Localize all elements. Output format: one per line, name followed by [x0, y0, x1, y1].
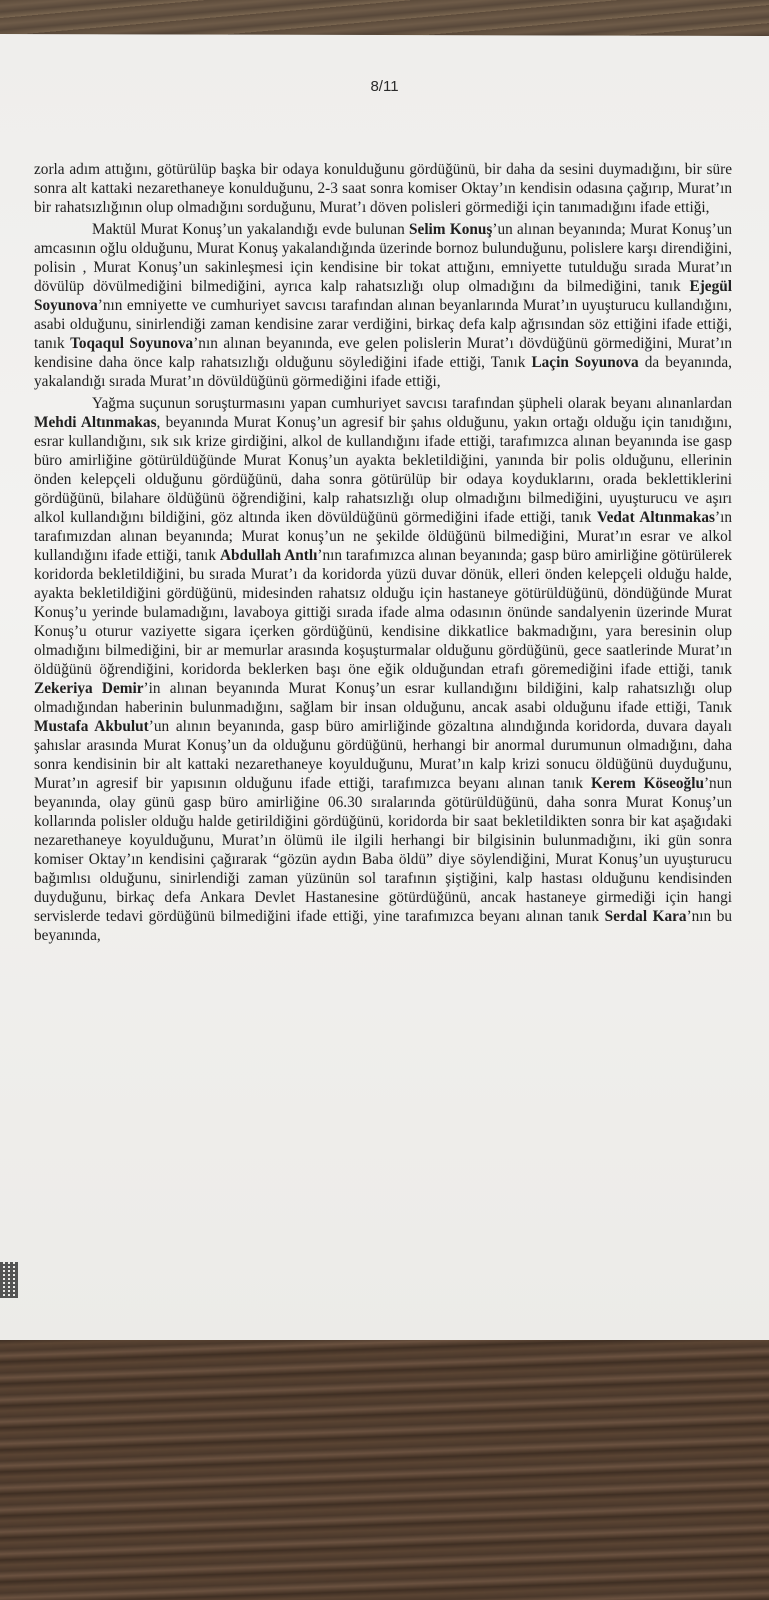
- paragraph: [34, 160, 732, 217]
- qr-code: [0, 1262, 18, 1298]
- paragraph-text: Yağma suçunun soruşturmasını yapan cumhuriyet savcısı tarafından şüpheli olarak beyanı alınanlardan: [92, 395, 732, 412]
- witness-name: Selim Konuş: [409, 221, 493, 238]
- witness-name: Toqaqul Soyunova: [70, 335, 194, 352]
- wooden-table-bottom: [0, 1340, 769, 1600]
- paragraph-text: ’ın tarafımızdan alınan beyanında; Murat konuş’un ne şekilde öldüğünü bilmediğini, Murat’ın esrar ve alkol kullandığını ifade ettiği, tanık: [34, 509, 732, 564]
- witness-name: Mehdi Altınmakas: [34, 414, 157, 431]
- paragraph-text: da beyanında, yakalandığı sırada Murat’ın dövüldüğünü görmediğini ifade ettiği,: [34, 354, 732, 390]
- paragraph-text: ’nın tarafımızca alınan beyanında; gasp büro amirliğine götürülerek koridorda bekletildiğini, bu sırada Murat’ı da koridorda yüzü duvar dönük, elleri önden kelepçeli olduğu halde, ayakta bekletildiğini gördüğünü, midesinden rahatsız olduğu için hastaneye götürüldüğünü, döndüğünde Murat Konuş’u yerinde bulamadığını, lavaboya gittiği sırada ifade alma odasının önünde sandalyenin üzerinde Murat Konuş’u oturur vaziyette sigara içerken gördüğünü, kendisine dikkatlice bakmadığını, yara beresinin olup olmadığını bilmediğini, bir ar memurlar arasında koşuşturmalar olduğunu gördüğünü, gece saatlerinde Murat’ın öldüğünü öğrendiğini, koridorda beklerken başı öne eğik olduğundan etrafı göremediğini ifade ettiği, tanık: [34, 547, 733, 678]
- paragraph: [34, 220, 732, 391]
- paragraph: [34, 394, 732, 945]
- witness-name: Vedat Altınmakas: [596, 509, 715, 526]
- witness-name: Mustafa Akbulut: [34, 718, 149, 735]
- paragraph-text: ’nın emniyette ve cumhuriyet savcısı tarafından alınan beyanlarında Murat’ın uyuşturucu kullandığını, asabi olduğunu, sinirlendiği zaman kendisine zarar verdiğini, birkaç defa kalp ağrısından söz ettiğini ifade ettiği, tanık: [34, 297, 732, 352]
- paragraph-text: ’nın alınan beyanında, eve gelen polislerin Murat’ı dövdüğünü görmediğini, Murat’ın kendisine daha önce kalp rahatsızlığı olduğunu söylediğini ifade ettiği, Tanık: [34, 335, 732, 371]
- paragraph-text: ’in alınan beyanında Murat Konuş’un esrar kullandığını bildiğini, kalp rahatsızlığı olup olmadığından haberinin bulunmadığını, sağlam bir insan olduğunu, ancak asabi olduğunu ifade ettiği, Tanık: [34, 680, 732, 716]
- paragraph-text: ’un alının beyanında, gasp büro amirliğinde gözaltına alındığında koridorda, duvara dayalı şahıslar arasında Murat Konuş’un da olduğunu gördüğünü, herhangi bir anormal durumunun olmadığını, daha sonra kendisinin bir alt kattaki nezarethaneye koyulduğunu, Murat’ın kalp krizi sonucu öldüğünü duyduğunu, Murat’ın agresif bir yapısının olduğunu ifade ettiği, tarafımızca beyanı alınan tanık: [34, 718, 732, 792]
- paragraph-text: ’nun beyanında, olay günü gasp büro amirliğine 06.30 sıralarında götürüldüğünü, daha sonra Murat Konuş’un kollarında polisler olduğu halde getirildiğini gördüğünü, koridorda bir saat bekletildikten sonra bir kat aşağıdaki nezarethaneye koyulduğunu, Murat’ın ölümü ile ilgili herhangi bir bilgisinin bulunmadığını, iki gün sonra komiser Oktay’ın kendisini çağırarak “gözün aydın Baba öldü” diye söylendiğini, Murat Konuş’un uyuşturucu bağımlısı olduğunu, sinirlendiği zaman yüzünün sol tarafının şiştiğini, kalp hastası olduğunu kendisinden duyduğunu, birkaç defa Ankara Devlet Hastanesine götürdüğünü, ancak hastaneye girmediği için hangi servislerde tedavi gördüğünü bilmediğini ifade ettiği, yine tarafımızca beyanı alınan tanık: [34, 775, 732, 925]
- document-body: [34, 160, 732, 948]
- witness-name: Ejegül Soyunova: [34, 278, 732, 314]
- paragraph-text: zorla adım attığını, götürülüp başka bir odaya konulduğunu gördüğünü, bir daha da sesini duymadığını, bir süre sonra alt kattaki nezarethaneye konulduğunu, 2-3 saat sonra komiser Oktay’ın kendisin odasına çağırıp, Murat’ın bir rahatsızlığının olup olmadığını sorduğunu, Murat’ı döven polisleri görmediği için tanımadığını ifade ettiği,: [34, 161, 732, 216]
- paragraph-text: Maktül Murat Konuş’un yakalandığı evde bulunan: [92, 221, 410, 238]
- paragraph-text: ’nın bu beyanında,: [34, 908, 732, 944]
- witness-name: Abdullah Antlı: [219, 547, 318, 564]
- witness-name: Kerem Köseoğlu: [590, 775, 704, 792]
- paragraph-text: , beyanında Murat Konuş’un agresif bir şahıs olduğunu, yakın ortağı olduğu için tanıdığını, esrar kullandığını, sık sık krize girdiğini, alkol de kullandığını ifade ettiği, tarafımızca alınan beyanında ise gasp büro amirliğine götürüldüğünde Murat Konuş’un ayakta bekletildiğini, yanında bir polis olduğunu, ellerinin önden kelepçeli olduğunu gördüğünü, daha sonra götürülüp bir odaya koyduklarını, orada beklettiklerini gördüğünü, bilahare öldüğünü öğrendiğini, kalp rahatsızlığı olup olmadığını bilmediğini, uyuşturucu ve aşırı alkol kullandığını bildiğini, göz altında iken dövüldüğünü görmediğini ifade ettiği, tanık: [34, 414, 732, 526]
- witness-name: Zekeriya Demir: [34, 680, 144, 697]
- witness-name: Laçin Soyunova: [531, 354, 639, 371]
- witness-name: Serdal Kara: [604, 908, 687, 925]
- page-number: 8/11: [370, 78, 399, 95]
- paragraph-text: ’un alınan beyanında; Murat Konuş’un amcasının oğlu olduğunu, Murat Konuş yakalandığında üzerinde bornoz bulunduğunu, polislere karşı direndiğini, polisin , Murat Konuş’un sakinleşmesi için kendisine bir tokat attığını, emniyette tutulduğu sırada Murat’ın dövülüp dövülmediğini bilmediğini, ayrıca kalp rahatsızlığı olup olmadığını da bilmediğini, tanık: [34, 221, 732, 295]
